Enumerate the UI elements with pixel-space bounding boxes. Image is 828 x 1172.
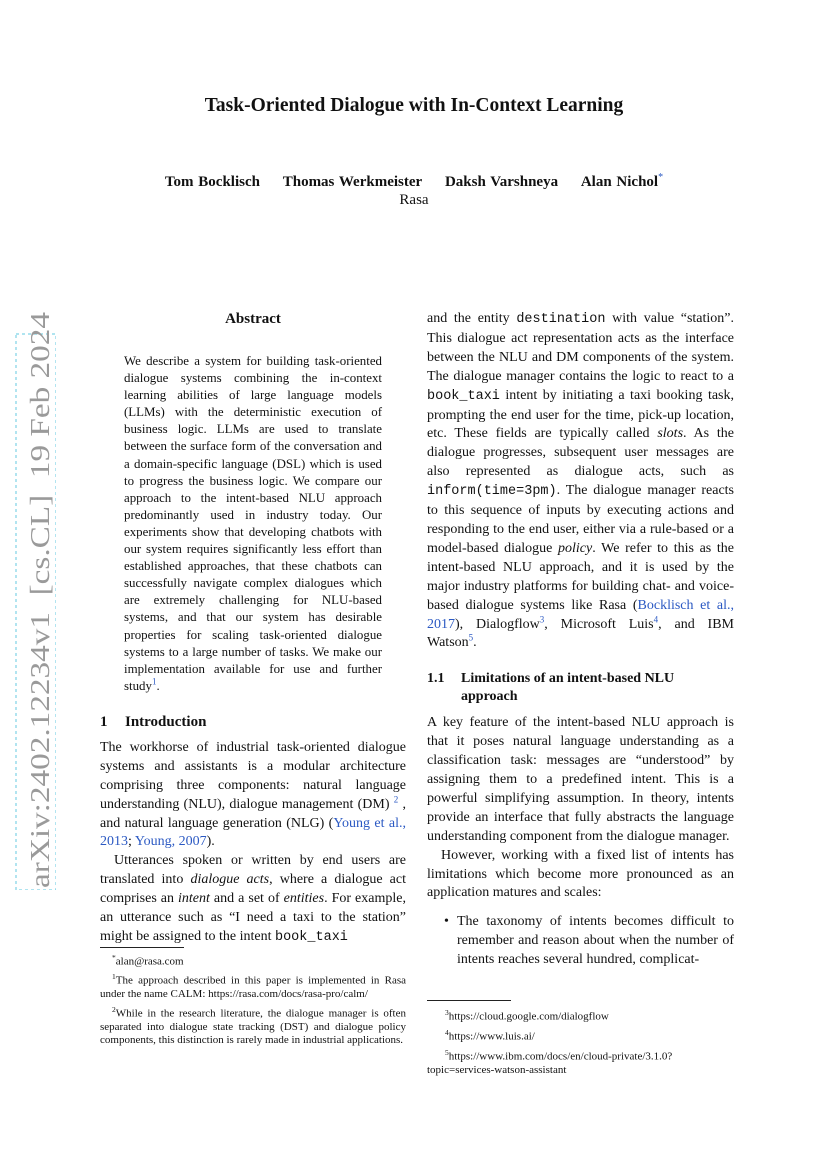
footnote-star: *alan@rasa.com bbox=[112, 953, 184, 968]
paper-title: Task-Oriented Dialogue with In-Context Learning bbox=[204, 95, 624, 116]
footnote-ref-2[interactable]: 2 bbox=[393, 793, 399, 804]
footnote-4: $^4$https://www.luis.ai/ bbox=[445, 1028, 535, 1043]
footnote-ref-3[interactable]: 3 bbox=[539, 613, 545, 624]
footnote-3: $^3$https://cloud.google.com/dialogflow bbox=[445, 1008, 609, 1023]
author-footnote-mark[interactable]: * bbox=[658, 172, 664, 183]
footnote-ref-5[interactable]: 5 bbox=[468, 632, 474, 643]
code-book-taxi-2: book_taxi bbox=[427, 388, 500, 404]
abstract-text: We describe a system for building task-oriented dialogue systems combining the in-context learning abilities of large language models (LLMs) with the deterministic execution of business logic. LLMs are used to translate between the surface form of the conversation and a domain-specific language (DSL) which is used to progress the business logic. We compare our approach to the intent-based NLU approach predominantly used in industry today. Our experiments show that developing chatbots with our system requires significantly less effort than established approaches, that these chatbots can successfully navigate complex dialogues which are extremely challenging for NLU-based systems, and that our system has desirable properties for scaling task-oriented dialogue systems to a large number of tasks. We make our implementation available for use and further study$^1$. bbox=[124, 354, 382, 693]
footnote-rule bbox=[100, 947, 184, 948]
author-3: Daksh Varshneya bbox=[444, 174, 559, 190]
section-heading-introduction: 1 Introduction bbox=[100, 713, 207, 730]
author-1: Tom Bocklisch bbox=[164, 174, 260, 190]
arxiv-sidebar[interactable] bbox=[12, 310, 56, 890]
code-destination: destination bbox=[516, 312, 606, 327]
citation-young-2007[interactable]: Young, 2007 bbox=[134, 834, 207, 850]
author-4: Alan Nichol* bbox=[580, 172, 664, 190]
author-list bbox=[0, 172, 828, 191]
left-column bbox=[100, 310, 406, 948]
code-book-taxi: book_taxi bbox=[274, 929, 348, 945]
left-footnotes bbox=[100, 947, 406, 1048]
right-paragraph-1: and the entity destination with value “station”. This dialogue act representation acts as the interface between the NLU and DM components of the system. The dialogue manager contains the logic to react to a book_taxi intent by initiating a taxi booking task, prompting the end user for the time, pick-up location, etc. These fields are typically called slots. As the dialogue progresses, subsequent user messages are also represented as dialogue acts, such as inform(time=3pm). The dialogue manager reacts to this sequence of inputs by executing actions and responding to the end user, either via a rule-based or a model-based dialogue policy. We refer to this as the intent-based NLU approach, and it is used by the major industry platforms for building chat- and voice-based dialogue systems like Rasa (Bocklisch et al., 2017), Dialogflow$^3$, Microsoft Luis$^4$, and IBM Watson$^5$. bbox=[427, 311, 735, 651]
limitations-list bbox=[427, 913, 734, 970]
bullet-mark: • bbox=[444, 914, 449, 930]
right-column bbox=[427, 310, 734, 970]
intro-paragraph-1: The workhorse of industrial task-oriented dialogue systems and assistants is a modular architecture comprising three components: natural language understanding (NLU), dialogue management (DM) $^2$ , and natural language generation (NLG) (Young et al., 2013; Young, 2007). bbox=[100, 739, 407, 850]
citation-young-2013[interactable]: Young et al., 2013 bbox=[100, 815, 406, 850]
footnote-5: $^5$https://www.ibm.com/docs/en/cloud-private/3.1.0?topic=services-watson-assistant bbox=[427, 1048, 673, 1077]
footnote-ref-1[interactable]: 1 bbox=[151, 676, 157, 687]
footnote-rule bbox=[427, 1000, 511, 1001]
arxiv-identifier: arXiv:2402.12234v1 [cs.CL] 19 Feb 2024 bbox=[25, 420, 55, 888]
author-2: Thomas Werkmeister bbox=[282, 174, 423, 190]
intro-paragraph-2: Utterances spoken or written by end users are translated into dialogue acts, where a dialogue act comprises an intent and a set of entities. For example, an utterance such as “I need a taxi to the station” might be assigned to the intent book_taxi bbox=[100, 853, 407, 945]
code-inform: inform(time=3pm) bbox=[427, 484, 557, 500]
list-item: • The taxonomy of intents becomes difficult to remember and reason about when the number of intents reaches several hundred, complicat- bbox=[444, 914, 734, 968]
footnote-2: $^2$While in the research literature, the dialogue manager is often separated into dialogue state tracking (DST) and dialogue policy components, this distinction is rarely made in industrial applications. bbox=[100, 1004, 406, 1047]
abstract-heading: Abstract bbox=[225, 311, 281, 327]
subsection-heading-limitations: 1.1 Limitations of an intent-based NLU approach bbox=[427, 671, 675, 705]
limitations-paragraph-2: However, working with a fixed list of intents has limitations which become more pronounced as an application matures and scales: bbox=[427, 847, 734, 901]
affiliation: Rasa bbox=[399, 192, 429, 208]
footnote-1: $^1$The approach described in this paper is implemented in Rasa under the name CALM: https://rasa.com/docs/rasa-pro/calm/ bbox=[100, 972, 406, 1001]
citation-bocklisch-2017[interactable]: Bocklisch et al., 2017 bbox=[427, 597, 735, 632]
footnote-ref-4[interactable]: 4 bbox=[653, 613, 659, 624]
limitations-paragraph-1: A key feature of the intent-based NLU approach is that it poses natural language understanding as a classification task: messages are “understood” by assigning them to a predefined intent. This is a powerful simplifying assumption. In theory, intents provide an interface that fully abstracts the language understanding component from the dialogue manager. bbox=[427, 715, 734, 844]
right-footnotes bbox=[427, 1000, 734, 1078]
